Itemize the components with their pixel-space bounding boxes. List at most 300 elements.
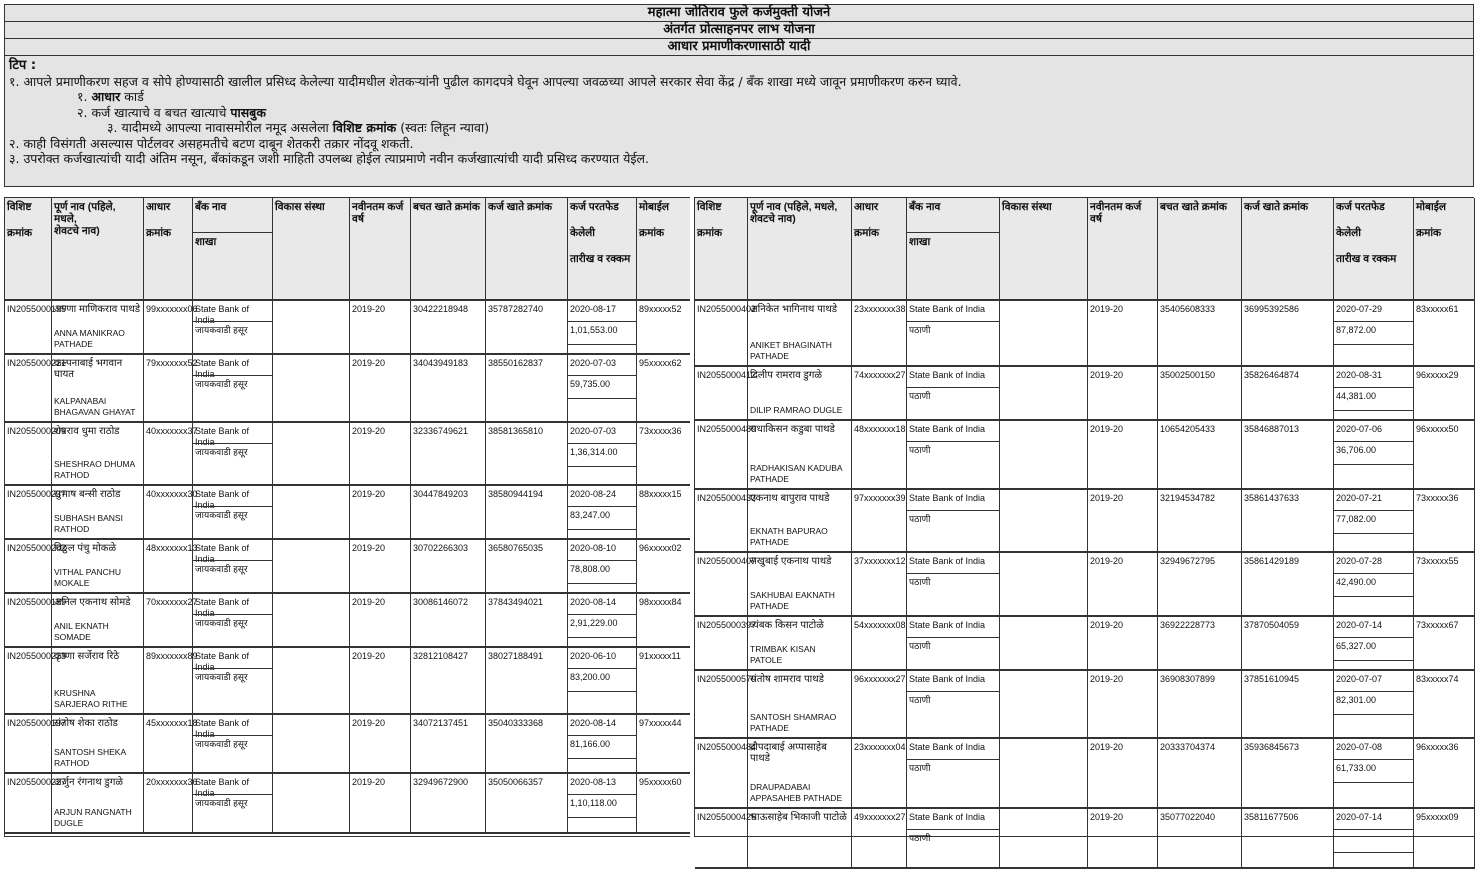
year-value: 2019-20 <box>352 304 386 314</box>
cell-year <box>1088 809 1158 867</box>
cell-name <box>748 617 852 669</box>
farmer-name-english: KALPANABAI BHAGAVAN GHAYAT <box>54 396 136 417</box>
cell-aadhaar <box>144 486 198 538</box>
bank-name: State Bank of India <box>909 370 986 380</box>
year-value: 2019-20 <box>1090 424 1124 434</box>
cell-id <box>5 594 67 646</box>
aadhaar-value: 23xxxxxxx04 <box>854 742 906 752</box>
table-row <box>5 423 691 486</box>
loan-value: 38581365810 <box>488 426 544 436</box>
cell-society <box>273 423 350 484</box>
branch-name: पठाणी <box>907 321 999 339</box>
year-value: 2019-20 <box>352 543 386 553</box>
cell-aadhaar <box>144 594 198 646</box>
cell-id <box>695 490 757 551</box>
cell-aadhaar <box>852 617 907 669</box>
unique-id: IN2055000197 <box>7 718 67 728</box>
farmer-name-marathi: अनिकेत भागिनाथ पाथडे <box>750 304 838 315</box>
cell-repay <box>1334 301 1414 365</box>
table-row <box>695 809 1475 869</box>
cell-name <box>52 774 144 832</box>
aadhaar-value: 45xxxxxxx18 <box>146 718 198 728</box>
mobile-value: 89xxxxx52 <box>639 304 682 314</box>
column-header-loan-label: कर्ज खाते क्रमांक <box>488 201 553 213</box>
column-header-id <box>5 198 52 301</box>
cell-society <box>1000 739 1088 807</box>
cell-mobile <box>1414 617 1475 669</box>
aadhaar-value: 49xxxxxxx27 <box>854 812 906 822</box>
column-header-repay-line: कर्ज परतफेड <box>570 201 619 213</box>
cell-savings <box>411 594 486 646</box>
farmer-name-english: EKNATH BAPURAO PATHADE <box>750 526 828 547</box>
loan-value: 35050066357 <box>488 777 544 787</box>
cell-name <box>748 553 852 615</box>
cell-name <box>748 671 852 737</box>
cell-name <box>748 809 852 867</box>
cell-loan <box>1242 617 1334 669</box>
unique-id: IN2055000221 <box>7 358 67 368</box>
repayment-date: 2020-08-24 <box>570 489 617 499</box>
repayment-date: 2020-07-14 <box>1336 620 1383 630</box>
year-value: 2019-20 <box>352 777 386 787</box>
aadhaar-value: 40xxxxxxx37 <box>146 426 198 436</box>
cell-year <box>1088 553 1158 615</box>
year-value: 2019-20 <box>352 358 386 368</box>
unique-id: IN2055000195 <box>7 304 67 314</box>
column-header-id-line: क्रमांक <box>697 227 723 239</box>
cell-society <box>273 648 350 713</box>
cell-society <box>1000 490 1088 551</box>
cell-loan <box>1242 490 1334 551</box>
table-row <box>5 355 691 423</box>
farmer-name-english: SAKHUBAI EAKNATH PATHADE <box>750 590 835 611</box>
cell-repay <box>568 715 637 772</box>
loan-value: 35826464874 <box>1244 370 1300 380</box>
cell-mobile <box>637 594 691 646</box>
cell-id <box>695 671 757 737</box>
cell-loan <box>486 540 568 592</box>
farmer-name-english: DRAUPADABAI APPASAHEB PATHADE <box>750 782 843 803</box>
cell-loan <box>486 423 568 484</box>
cell-society <box>1000 553 1088 615</box>
repayment-amount: 65,327.00 <box>1334 637 1413 661</box>
cell-year <box>350 715 411 772</box>
cell-name <box>748 739 852 807</box>
cell-mobile <box>637 486 691 538</box>
mobile-value: 73xxxxx67 <box>1416 620 1459 630</box>
farmer-name-english: SHESHRAO DHUMA RATHOD <box>54 459 135 480</box>
cell-mobile <box>637 540 691 592</box>
cell-society <box>1000 301 1088 365</box>
cell-bank <box>193 774 273 832</box>
cell-repay <box>568 540 637 592</box>
cell-mobile <box>637 715 691 772</box>
column-header-society-label: विकास संस्था <box>1002 201 1052 213</box>
column-header-branch: शाखा <box>193 232 272 251</box>
savings-value: 30447849203 <box>413 489 469 499</box>
unique-id: IN2055000397 <box>697 620 757 630</box>
cell-repay <box>568 774 637 832</box>
column-header-loan-label: कर्ज खाते क्रमांक <box>1244 201 1309 213</box>
cell-loan <box>1242 553 1334 615</box>
column-header-repay-line: कर्ज परतफेड <box>1336 201 1385 213</box>
bank-name: State Bank of India <box>195 718 250 739</box>
repayment-amount: 87,872.00 <box>1334 321 1413 345</box>
notice-header <box>4 4 1474 187</box>
repayment-date: 2020-07-21 <box>1336 493 1383 503</box>
cell-society <box>273 540 350 592</box>
cell-year <box>1088 671 1158 737</box>
unique-id: IN2055000425 <box>697 812 757 822</box>
year-value: 2019-20 <box>352 489 386 499</box>
savings-value: 32812108427 <box>413 651 469 661</box>
column-header-loan <box>1242 198 1334 301</box>
branch-name: पठाणी <box>907 759 999 777</box>
cell-name <box>748 367 852 419</box>
cell-bank <box>907 617 1000 669</box>
cell-loan <box>1242 301 1334 365</box>
cell-year <box>350 594 411 646</box>
cell-year <box>350 301 411 353</box>
mobile-value: 73xxxxx36 <box>1416 493 1459 503</box>
column-header-society <box>1000 198 1088 301</box>
cell-year <box>350 486 411 538</box>
column-header-loan <box>486 198 568 301</box>
notes-block <box>5 56 1473 169</box>
savings-value: 32336749621 <box>413 426 469 436</box>
cell-society <box>273 301 350 353</box>
branch-name: जायकवाडी हसूर <box>193 560 272 578</box>
bank-name: State Bank of India <box>195 358 250 379</box>
cell-mobile <box>637 774 691 832</box>
column-header-repay-line: तारीख व रक्कम <box>1336 253 1397 265</box>
cell-bank <box>193 486 273 538</box>
loan-value: 35846887013 <box>1244 424 1300 434</box>
cell-repay <box>1334 809 1414 867</box>
doc-item-2: २. कर्ज खात्याचे व बचत खात्याचे पासबुक <box>77 104 266 120</box>
cell-repay <box>568 594 637 646</box>
branch-name: जायकवाडी हसूर <box>193 735 272 753</box>
cell-repay <box>1334 421 1414 488</box>
repayment-date: 2020-08-14 <box>570 718 617 728</box>
unique-id: IN2055000484 <box>697 742 757 752</box>
column-header-name <box>52 198 144 301</box>
repayment-amount: 82,301.00 <box>1334 691 1413 715</box>
cell-id <box>5 540 67 592</box>
cell-id <box>695 553 757 615</box>
cell-bank <box>193 423 273 484</box>
cell-bank <box>907 421 1000 488</box>
list-title: आधार प्रमाणीकरणासाठी यादी <box>5 39 1473 56</box>
table-row <box>5 540 691 594</box>
cell-id <box>5 774 67 832</box>
cell-year <box>1088 367 1158 419</box>
loan-value: 38027188491 <box>488 651 544 661</box>
repayment-amount: 83,200.00 <box>568 668 636 692</box>
column-header-year-label: नवीनतम कर्ज वर्ष <box>1090 201 1142 225</box>
column-header-mobile-line: मोबाईल <box>639 201 669 213</box>
unique-id: IN2055000202 <box>7 543 67 553</box>
doc-item-3: ३. यादीमध्ये आपल्या नावासमोरील नमूद असलेला विशिष्ट क्रमांक (स्वतः लिहून न्यावा) <box>107 120 490 135</box>
cell-id <box>695 809 757 867</box>
cell-loan <box>486 774 568 832</box>
cell-bank <box>907 809 1000 867</box>
column-header-bank <box>907 198 1000 301</box>
cell-society <box>273 774 350 832</box>
column-header-aadhaar-line: क्रमांक <box>146 227 172 239</box>
repayment-date: 2020-08-31 <box>1336 370 1383 380</box>
aadhaar-value: 79xxxxxxx52 <box>146 358 198 368</box>
unique-id: IN2055000209 <box>7 426 67 436</box>
cell-aadhaar <box>852 553 907 615</box>
aadhaar-value: 74xxxxxxx27 <box>854 370 906 380</box>
cell-name <box>52 301 144 353</box>
cell-year <box>350 648 411 713</box>
table-row <box>695 421 1475 490</box>
cell-savings <box>1158 421 1242 488</box>
cell-id <box>695 617 757 669</box>
cell-loan <box>486 648 568 713</box>
cell-mobile <box>1414 553 1475 615</box>
aadhaar-value: 89xxxxxxx89 <box>146 651 198 661</box>
aadhaar-value: 97xxxxxxx39 <box>854 493 906 503</box>
column-header-savings <box>411 198 486 301</box>
cell-loan <box>1242 739 1334 807</box>
column-header-name-line: पूर्ण नाव (पहिले, मधले, <box>750 201 838 213</box>
cell-name <box>52 540 144 592</box>
cell-year <box>1088 617 1158 669</box>
cell-aadhaar <box>852 809 907 867</box>
farmer-name-marathi: सुभाष बन्सी राठोड <box>54 489 121 500</box>
unique-id: IN2055000412 <box>697 370 757 380</box>
column-header-id-line: क्रमांक <box>7 227 33 239</box>
farmer-name-marathi: राधाकिसन कडुबा पाथडे <box>750 424 835 435</box>
column-header-bank <box>193 198 273 301</box>
cell-savings <box>411 486 486 538</box>
aadhaar-value: 40xxxxxxx30 <box>146 489 198 499</box>
cell-society <box>1000 421 1088 488</box>
cell-savings <box>411 715 486 772</box>
cell-loan <box>486 486 568 538</box>
repayment-amount: 59,735.00 <box>568 375 636 399</box>
bank-name: State Bank of India <box>195 651 250 672</box>
table-row <box>5 648 691 715</box>
savings-value: 32949672795 <box>1160 556 1216 566</box>
branch-name: पठाणी <box>907 573 999 591</box>
column-header-aadhaar-line: क्रमांक <box>854 227 880 239</box>
repayment-date: 2020-06-10 <box>570 651 617 661</box>
bank-name: State Bank of India <box>195 777 250 798</box>
aadhaar-value: 48xxxxxxx18 <box>854 424 906 434</box>
farmer-name-marathi: अण्णा माणिकराव पाथडे <box>54 304 141 315</box>
repayment-date: 2020-08-17 <box>570 304 617 314</box>
loan-value: 35936845673 <box>1244 742 1300 752</box>
cell-aadhaar <box>144 355 198 421</box>
cell-id <box>5 423 67 484</box>
mobile-value: 96xxxxx50 <box>1416 424 1459 434</box>
savings-value: 32194534782 <box>1160 493 1216 503</box>
cell-year <box>1088 421 1158 488</box>
bank-name: State Bank of India <box>909 742 986 752</box>
loan-value: 35811677506 <box>1244 812 1299 822</box>
cell-repay <box>1334 739 1414 807</box>
beneficiary-table-left <box>4 197 690 837</box>
aadhaar-value: 70xxxxxxx27 <box>146 597 198 607</box>
table-row <box>695 367 1475 421</box>
cell-mobile <box>1414 301 1475 365</box>
repayment-date: 2020-07-28 <box>1336 556 1383 566</box>
unique-id: IN2055000402 <box>697 304 757 314</box>
cell-savings <box>1158 739 1242 807</box>
cell-loan <box>486 301 568 353</box>
column-header-savings <box>1158 198 1242 301</box>
cell-bank <box>907 301 1000 365</box>
cell-id <box>5 715 67 772</box>
mobile-value: 96xxxxx36 <box>1416 742 1459 752</box>
farmer-name-marathi: संतोष शेका राठोड <box>54 718 118 729</box>
cell-repay <box>568 355 637 421</box>
cell-savings <box>1158 301 1242 365</box>
farmer-name-english: SANTOSH SHAMRAO PATHADE <box>750 712 837 733</box>
column-header-repay <box>568 198 637 301</box>
column-header-mobile <box>1414 198 1475 301</box>
aadhaar-value: 99xxxxxxx06 <box>146 304 198 314</box>
cell-mobile <box>1414 809 1475 867</box>
farmer-name-marathi: त्र्यंबक किसन पाटोळे <box>750 620 824 631</box>
savings-value: 10654205433 <box>1160 424 1216 434</box>
cell-bank <box>193 594 273 646</box>
repayment-amount: 1,36,314.00 <box>568 443 636 467</box>
farmer-name-marathi: संतोष शामराव पाथडे <box>750 674 825 685</box>
cell-year <box>350 423 411 484</box>
cell-mobile <box>1414 671 1475 737</box>
column-header-name-line: शेवटचे नाव) <box>54 225 100 237</box>
repayment-amount: 77,082.00 <box>1334 510 1413 534</box>
cell-society <box>1000 367 1088 419</box>
bank-name: State Bank of India <box>195 426 250 447</box>
column-header-year <box>1088 198 1158 301</box>
column-header-aadhaar-line: आधार <box>146 201 171 213</box>
year-value: 2019-20 <box>1090 620 1124 630</box>
year-value: 2019-20 <box>1090 556 1124 566</box>
column-header-branch: शाखा <box>907 232 999 251</box>
cell-name <box>52 594 144 646</box>
cell-aadhaar <box>144 648 198 713</box>
mobile-value: 97xxxxx44 <box>639 718 682 728</box>
cell-repay <box>568 423 637 484</box>
cell-savings <box>1158 367 1242 419</box>
column-header-id-line: विशिष्ट <box>7 201 32 213</box>
mobile-value: 95xxxxx62 <box>639 358 682 368</box>
branch-name: जायकवाडी हसूर <box>193 443 272 461</box>
farmer-name-marathi: भाऊसाहेब भिकाजी पाटोळे <box>750 812 847 823</box>
repayment-date: 2020-07-03 <box>570 358 617 368</box>
cell-aadhaar <box>144 774 198 832</box>
cell-bank <box>907 671 1000 737</box>
mobile-value: 83xxxxx61 <box>1416 304 1459 314</box>
repayment-date: 2020-07-14 <box>1336 812 1383 822</box>
column-header-name-line: शेवटचे नाव) <box>750 213 796 225</box>
cell-savings <box>1158 617 1242 669</box>
mobile-value: 83xxxxx74 <box>1416 674 1459 684</box>
unique-id: IN2055000223 <box>7 651 67 661</box>
unique-id: IN2055000489 <box>697 424 757 434</box>
mobile-value: 73xxxxx55 <box>1416 556 1459 566</box>
loan-value: 35040333368 <box>488 718 544 728</box>
cell-name <box>748 421 852 488</box>
year-value: 2019-20 <box>352 426 386 436</box>
bank-name: State Bank of India <box>195 597 250 618</box>
savings-value: 35002500150 <box>1160 370 1216 380</box>
column-header-id <box>695 198 748 301</box>
farmer-name-english: KRUSHNA SARJERAO RITHE <box>54 688 128 709</box>
cell-aadhaar <box>852 739 907 807</box>
cell-society <box>1000 617 1088 669</box>
savings-value: 36908307899 <box>1160 674 1216 684</box>
column-header-bank-label: बँक नाव <box>909 201 941 213</box>
cell-mobile <box>1414 739 1475 807</box>
cell-loan <box>1242 671 1334 737</box>
farmer-name-marathi: एकनाथ बापुराव पाथडे <box>750 493 830 504</box>
cell-aadhaar <box>144 423 198 484</box>
cell-mobile <box>637 648 691 713</box>
table-row <box>695 301 1475 367</box>
cell-society <box>273 486 350 538</box>
cell-bank <box>193 355 273 421</box>
column-header-repay-line: केलेली <box>570 227 596 239</box>
mobile-value: 96xxxxx02 <box>639 543 682 553</box>
cell-name <box>748 301 852 365</box>
cell-id <box>5 648 67 713</box>
cell-bank <box>193 301 273 353</box>
cell-bank <box>907 490 1000 551</box>
farmer-name-english: SANTOSH SHEKA RATHOD <box>54 747 126 768</box>
table-row <box>695 671 1475 739</box>
mobile-value: 73xxxxx36 <box>639 426 682 436</box>
cell-name <box>52 715 144 772</box>
cell-savings <box>1158 671 1242 737</box>
cell-savings <box>411 648 486 713</box>
repayment-amount: 44,381.00 <box>1334 387 1413 411</box>
repayment-date: 2020-07-08 <box>1336 742 1383 752</box>
savings-value: 30422218948 <box>413 304 469 314</box>
bank-name: State Bank of India <box>909 812 986 822</box>
aadhaar-value: 20xxxxxxx36 <box>146 777 198 787</box>
loan-value: 35787282740 <box>488 304 544 314</box>
cell-mobile <box>637 301 691 353</box>
cell-mobile <box>637 355 691 421</box>
cell-bank <box>193 715 273 772</box>
branch-name: पठाणी <box>907 510 999 528</box>
repayment-amount: 81,166.00 <box>568 735 636 759</box>
branch-name: जायकवाडी हसूर <box>193 375 272 393</box>
note-2: २. काही विसंगती असल्यास पोर्टलवर असहमतीचे बटण दाबून शेतकरी तक्रार नोंदवू शकती. <box>9 135 414 151</box>
cell-society <box>273 355 350 421</box>
mobile-value: 91xxxxx11 <box>639 651 681 661</box>
cell-loan <box>1242 809 1334 867</box>
farmer-name-english: ANIKET BHAGINATH PATHADE <box>750 340 832 361</box>
doc-item-1: १. आधार कार्ड <box>77 89 144 104</box>
column-header-mobile <box>637 198 691 301</box>
farmer-name-marathi: शेषराव धुमा राठोड <box>54 426 120 437</box>
savings-value: 35405608333 <box>1160 304 1216 314</box>
repayment-date: 2020-07-03 <box>570 426 617 436</box>
repayment-amount: 36,706.00 <box>1334 441 1413 465</box>
table-row <box>695 617 1475 671</box>
repayment-date: 2020-08-14 <box>570 597 617 607</box>
column-header-year <box>350 198 411 301</box>
column-header-savings-label: बचत खाते क्रमांक <box>413 201 480 213</box>
